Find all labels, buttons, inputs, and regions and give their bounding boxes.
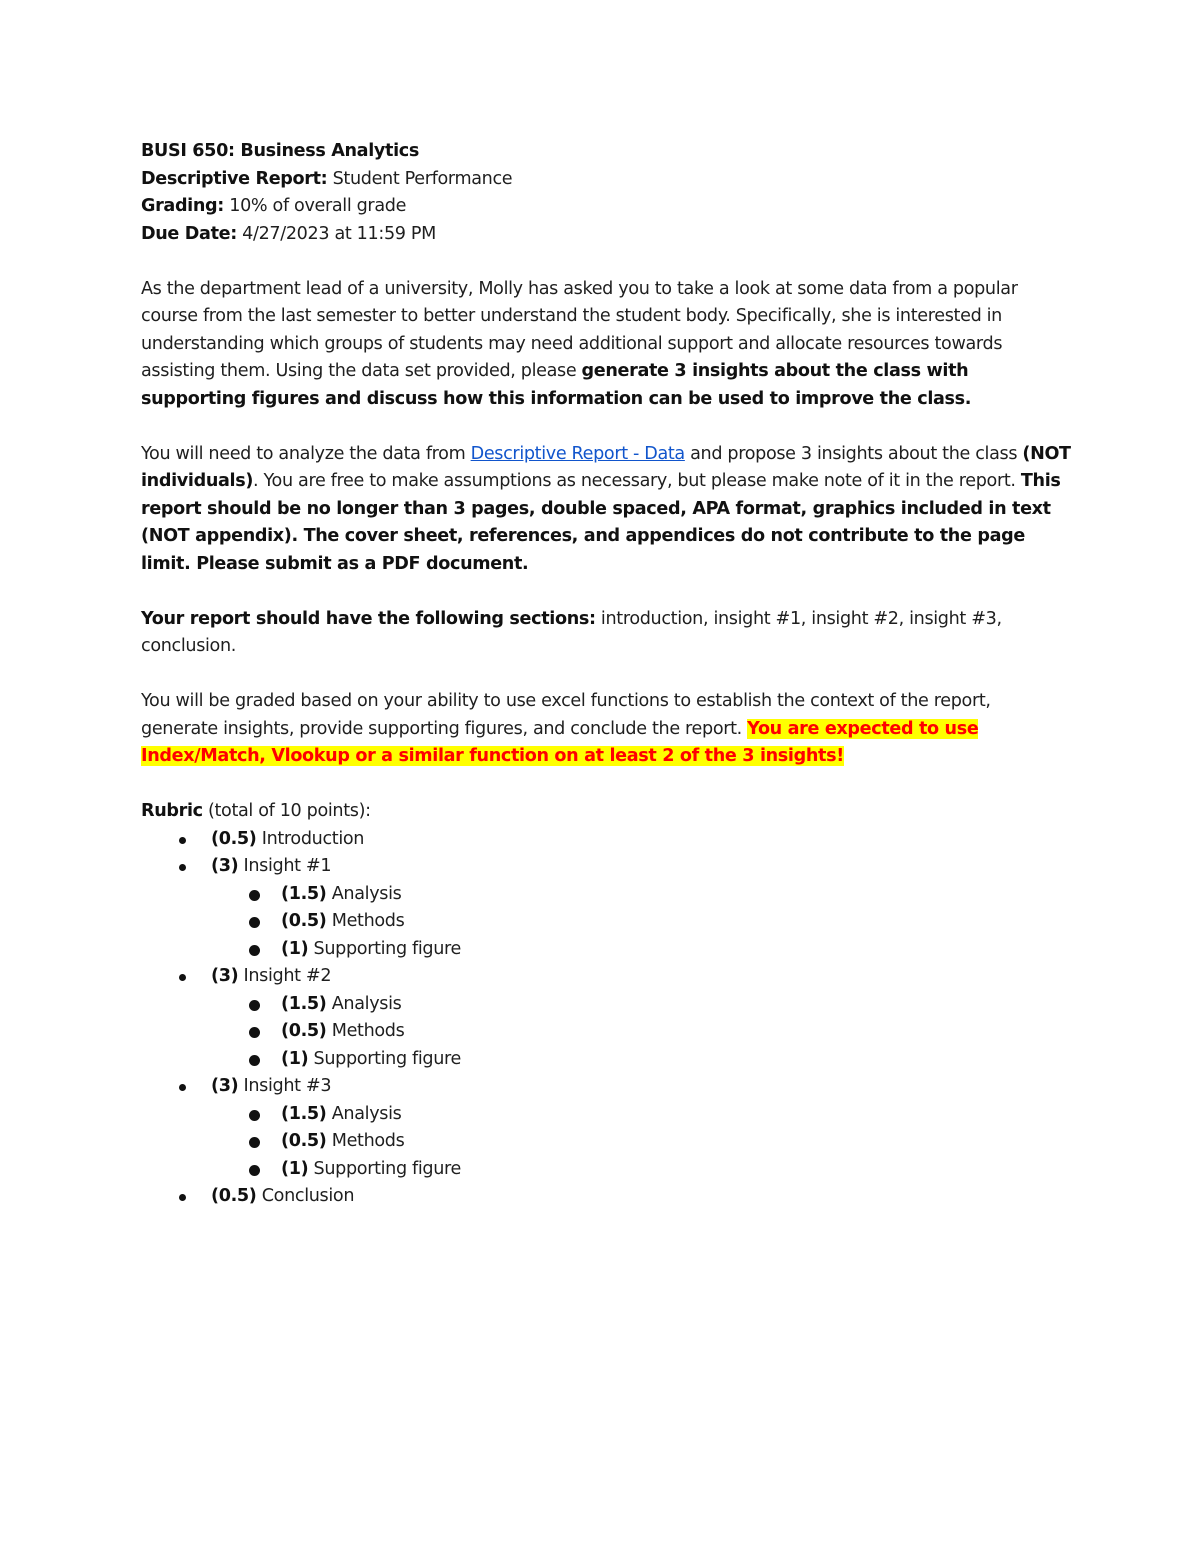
rubric-subitem: (0.5) Methods <box>211 908 1071 936</box>
rubric-subitem: (1) Supporting figure <box>211 1156 1071 1184</box>
rubric-list <box>141 826 1071 1211</box>
rubric-item: (3) Insight #2 (1.5) Analysis (0.5) Methods (1) Supporting figure <box>141 963 1071 1073</box>
bullet-icon <box>179 864 186 871</box>
document-body <box>141 138 1071 1211</box>
highlighted-requirement: You are expected to use Index/Match, Vlookup or a similar function on at least 2 of the 3 insights! <box>141 718 979 766</box>
rubric-item: (3) Insight #3 (1.5) Analysis (0.5) Methods (1) Supporting figure <box>141 1073 1071 1183</box>
rubric-subitem: (1.5) Analysis <box>211 881 1071 909</box>
rubric-subitem: (0.5) Methods <box>211 1018 1071 1046</box>
rubric-subitem: (1) Supporting figure <box>211 1046 1071 1074</box>
intro-paragraph: As the department lead of a university, Molly has asked you to take a look at some data from a popular course from the last semester to better understand the student body. Specifically, she is interested in understanding which groups of students may need additional support and allocate resources towards assisting them. Using the data set provided, please generate 3 insights about the class with supporting figures and discuss how this information can be used to improve the class. <box>141 278 1018 409</box>
bullet-icon <box>249 1027 260 1038</box>
bullet-icon <box>249 1165 260 1176</box>
sections-paragraph: Your report should have the following sections: introduction, insight #1, insight #2, insight #3, conclusion. <box>141 608 1002 656</box>
rubric-sublist <box>211 991 1071 1074</box>
rubric-item: (3) Insight #1 (1.5) Analysis (0.5) Methods (1) Supporting figure <box>141 853 1071 963</box>
rubric-heading: Rubric (total of 10 points): <box>141 801 371 821</box>
bullet-icon <box>249 1000 260 1011</box>
bullet-icon <box>249 917 260 928</box>
bullet-icon <box>249 890 260 901</box>
bullet-icon <box>179 837 186 844</box>
rubric-subitem: (1.5) Analysis <box>211 991 1071 1019</box>
due-date-line: Due Date: 4/27/2023 at 11:59 PM <box>141 223 436 244</box>
rubric-sublist <box>211 1101 1071 1184</box>
rubric-subitem: (1.5) Analysis <box>211 1101 1071 1129</box>
rubric-sublist <box>211 881 1071 964</box>
bullet-icon <box>179 974 186 981</box>
rubric-item: (0.5) Introduction <box>141 826 1071 854</box>
analysis-paragraph: You will need to analyze the data from Descriptive Report - Data and propose 3 insights about the class (NOT individuals). You are free to make assumptions as necessary, but please make note of it in the report. This report should be no longer than 3 pages, double spaced, APA format, graphics included in text (NOT appendix). The cover sheet, references, and appendices do not contribute to the page limit. Please submit as a PDF document. <box>141 443 1071 574</box>
bullet-icon <box>179 1084 186 1091</box>
rubric-section <box>141 798 1071 1211</box>
course-title: BUSI 650: Business Analytics <box>141 141 419 161</box>
bullet-icon <box>249 945 260 956</box>
grading-paragraph: You will be graded based on your ability to use excel functions to establish the context of the report, generate insights, provide supporting figures, and conclude the report. You are expected to use Index/Match, Vlookup or a similar function on at least 2 of the 3 insights! <box>141 691 991 766</box>
assignment-header <box>141 138 1071 248</box>
rubric-subitem: (0.5) Methods <box>211 1128 1071 1156</box>
grading-line: Grading: 10% of overall grade <box>141 196 407 216</box>
data-link[interactable]: Descriptive Report - Data <box>470 443 685 464</box>
bullet-icon <box>249 1055 260 1066</box>
rubric-subitem: (1) Supporting figure <box>211 936 1071 964</box>
bullet-icon <box>249 1137 260 1148</box>
bullet-icon <box>249 1110 260 1121</box>
bullet-icon <box>179 1194 186 1201</box>
report-line: Descriptive Report: Student Performance <box>141 168 513 189</box>
rubric-item: (0.5) Conclusion <box>141 1183 1071 1211</box>
